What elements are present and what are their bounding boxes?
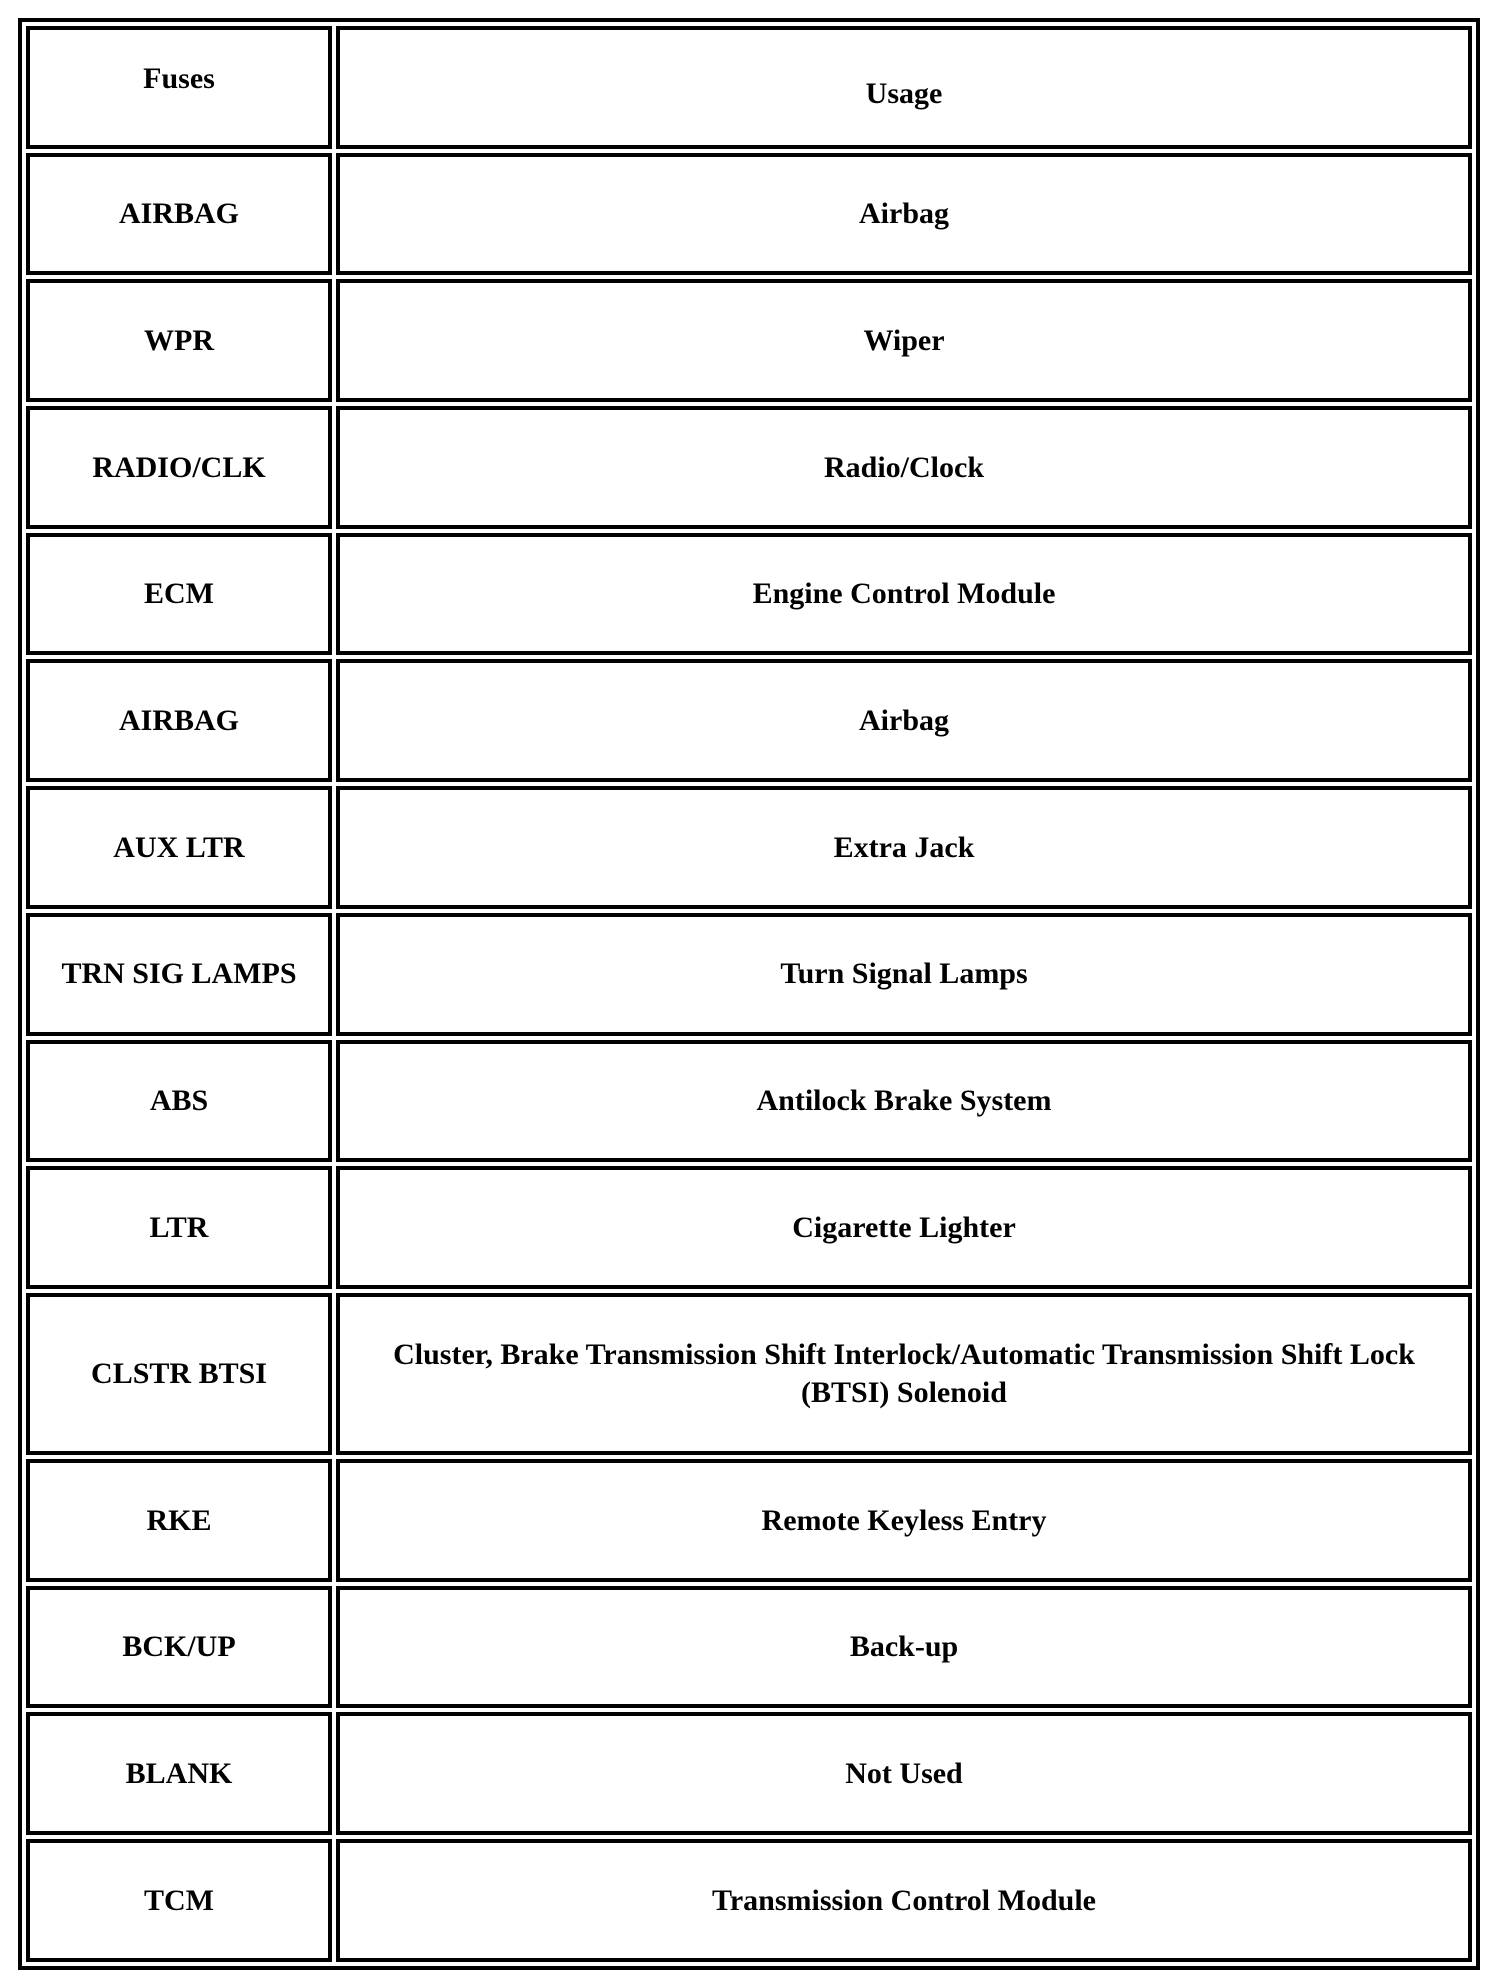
usage-cell: Not Used bbox=[336, 1712, 1472, 1835]
usage-cell: Antilock Brake System bbox=[336, 1040, 1472, 1163]
table-row bbox=[26, 786, 1472, 909]
fuse-cell: BLANK bbox=[26, 1712, 332, 1835]
usage-cell: Remote Keyless Entry bbox=[336, 1459, 1472, 1582]
table-row bbox=[26, 659, 1472, 782]
usage-cell: Cigarette Lighter bbox=[336, 1166, 1472, 1289]
table-header-row bbox=[26, 26, 1472, 149]
usage-cell: Airbag bbox=[336, 153, 1472, 276]
header-usage: Usage bbox=[336, 26, 1472, 149]
usage-cell: Extra Jack bbox=[336, 786, 1472, 909]
fuse-cell: CLSTR BTSI bbox=[26, 1293, 332, 1455]
usage-cell: Wiper bbox=[336, 279, 1472, 402]
fuse-cell: RADIO/CLK bbox=[26, 406, 332, 529]
table-row bbox=[26, 1586, 1472, 1709]
table-row bbox=[26, 1040, 1472, 1163]
fuse-cell: AUX LTR bbox=[26, 786, 332, 909]
fuse-cell: ABS bbox=[26, 1040, 332, 1163]
table-row bbox=[26, 1166, 1472, 1289]
usage-cell: Radio/Clock bbox=[336, 406, 1472, 529]
fuse-cell: LTR bbox=[26, 1166, 332, 1289]
table-row bbox=[26, 279, 1472, 402]
usage-cell: Airbag bbox=[336, 659, 1472, 782]
fuse-cell: AIRBAG bbox=[26, 659, 332, 782]
fuse-cell: ECM bbox=[26, 533, 332, 656]
table-row bbox=[26, 153, 1472, 276]
fuse-cell: BCK/UP bbox=[26, 1586, 332, 1709]
table-row bbox=[26, 1712, 1472, 1835]
fuse-cell: RKE bbox=[26, 1459, 332, 1582]
fuse-cell: TCM bbox=[26, 1839, 332, 1962]
table-row bbox=[26, 406, 1472, 529]
header-fuses: Fuses bbox=[26, 26, 332, 149]
fuse-usage-table bbox=[22, 22, 1476, 1966]
usage-cell: Turn Signal Lamps bbox=[336, 913, 1472, 1036]
usage-cell: Transmission Control Module bbox=[336, 1839, 1472, 1962]
usage-cell: Back-up bbox=[336, 1586, 1472, 1709]
fuse-cell: TRN SIG LAMPS bbox=[26, 913, 332, 1036]
table-row bbox=[26, 1839, 1472, 1962]
usage-cell: Cluster, Brake Transmission Shift Interlock/Automatic Transmission Shift Lock (BTSI) Solenoid bbox=[336, 1293, 1472, 1455]
table-row bbox=[26, 1293, 1472, 1455]
fuse-cell: AIRBAG bbox=[26, 153, 332, 276]
fuse-table-frame bbox=[18, 18, 1480, 1970]
table-row bbox=[26, 533, 1472, 656]
table-row bbox=[26, 913, 1472, 1036]
table-row bbox=[26, 1459, 1472, 1582]
usage-cell: Engine Control Module bbox=[336, 533, 1472, 656]
fuse-cell: WPR bbox=[26, 279, 332, 402]
